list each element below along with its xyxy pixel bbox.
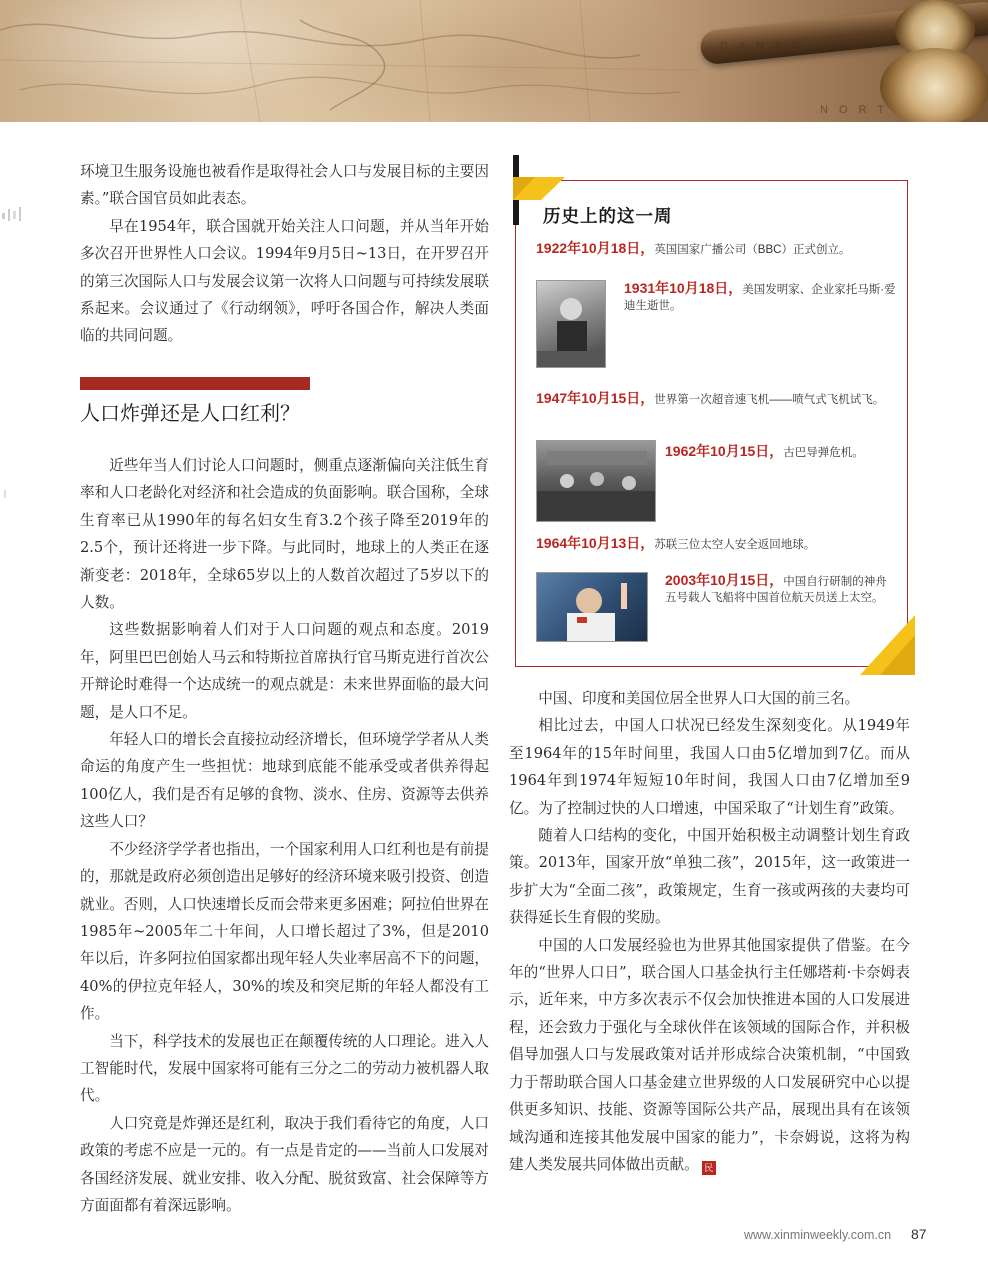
paragraph: 年轻人口的增长会直接拉动经济增长，但环境学学者从人类命运的角度产生一些担忧：地球到底能不能承受或者供养得起100亿人，我们是否有足够的食物、淡水、住房、资源等去供养这些人口？ [80,731,489,831]
paragraph [509,932,910,1179]
paragraph-text: 中国的人口发展经验也为世界其他国家提供了借鉴。在今年的“世界人口日”，联合国人口基金执行主任娜塔莉·卡奈姆表示，近年来，中方多次表示不仅会加快推进本国的人口发展进程，还会致力于强化与全球伙伴在该领域的国际合作，并积极倡导加强人口与发展政策对话并形成综合决策机制，“中国致力于帮助联合国人口基金建立世界级的人口发展研究中心以提供更多知识、技能、资源等国际公共产品，展现出具有在该领域沟通和连接其他发展中国家的能力”，卡奈姆说，这将为构建人类发展共同体做出贡献。 [509,936,910,1173]
event-text: 中国自行研制的神舟五号载人飞船将中国首位航天员送上太空。 [665,576,887,604]
event-text: 世界第一次超音速飞机——喷气式飞机试飞。 [654,394,885,406]
event-text: 英国国家广播公司（BBC）正式创立。 [654,244,851,256]
history-event [536,535,896,553]
event-date: 1962年10月15日， [665,443,784,459]
history-event [536,240,902,258]
event-date: 1947年10月15日， [536,390,655,406]
right-text-block [509,685,910,1178]
edison-photo [536,280,606,368]
history-event [665,443,897,461]
event-text: 美国发明家、企业家托马斯·爱迪生逝世。 [624,284,896,312]
header-banner-image [0,0,988,122]
history-event [536,390,896,408]
end-of-article-mark: 民 [702,1161,716,1175]
event-text: 古巴导弹危机。 [783,447,864,459]
history-event [665,572,889,606]
paragraph: 不少经济学学者也指出，一个国家利用人口红利也是有前提的，那就是政府必须创造出足够好的经济环境来吸引投资、创造就业。否则，人口快速增长反而会带来更多困难；阿拉伯世界在1985年~2005年二十年间，人口增长超过了3%，但是2010年以后，许多阿拉伯国家都出现年轻人失业率居高不下的问题，40%的伊拉克年轻人，30%的埃及和突尼斯的年轻人都没有工作。 [80,840,489,1023]
cuban-crisis-photo [536,440,656,522]
event-date: 1931年10月18日， [624,280,743,296]
paragraph: 人口究竟是炸弹还是红利，取决于我们看待它的角度，人口政策的考虑不应是一元的。有一点是肯定的——当前人口发展对各国经济发展、就业安排、收入分配、脱贫致富、社会保障等方方面面都有着深远影响。 [80,1114,489,1214]
astronaut-photo [536,572,648,642]
page-number: 87 [911,1226,927,1242]
event-text: 苏联三位太空人安全返回地球。 [654,539,816,551]
paragraph: 环境卫生服务设施也被看作是取得社会人口与发展目标的主要因素。”联合国官员如此表态。 [80,163,489,208]
paragraph: 中国、印度和美国位居全世界人口大国的前三名。 [538,690,860,707]
footer-url: www.xinminweekly.com.cn [744,1228,892,1242]
paragraph: 随着人口结构的变化，中国开始积极主动调整计划生育政策。2013年，国家开放“单独二孩”，2015年，这一政策进一步扩大为“全面二孩”，政策规定，生育一孩或两孩的夫妻均可获得延长生育假的奖励。 [509,827,910,927]
sidebar-title: 历史上的这一周 [543,206,673,226]
section-text-block [80,452,489,1219]
section-divider-bar [80,377,310,390]
corner-decoration [860,615,915,675]
intro-text-block [80,158,489,350]
event-date: 1922年10月18日， [536,240,655,256]
paragraph: 早在1954年，联合国就开始关注人口问题，并从当年开始多次召开世界性人口会议。1994年9月5日~13日，在开罗召开的第三次国际人口与发展会议第一次将人口问题与可持续发展联系起来。会议通过了《行动纲领》，呼吁各国合作，解决人类面临的共同问题。 [80,217,489,345]
banner-map-label: C A N A D [720,40,805,52]
margin-decoration [0,205,30,505]
paragraph: 当下，科学技术的发展也正在颠覆传统的人口理论。进入人工智能时代，发展中国家将可能有三分之二的劳动力被机器人取代。 [80,1032,489,1105]
section-heading: 人口炸弹还是人口红利？ [80,401,300,425]
compass-icon [880,48,988,122]
event-date: 1964年10月13日， [536,535,655,551]
history-event [624,280,896,314]
paragraph: 相比过去，中国人口状况已经发生深刻变化。从1949年至1964年的15年时间里，我国人口由5亿增加到7亿。而从1964年到1974年短短10年时间，我国人口由7亿增加至9亿。为了控制过快的人口增速，中国采取了“计划生育”政策。 [509,717,910,817]
banner-map-label: N O R T [820,104,889,116]
paragraph: 近些年当人们讨论人口问题时，侧重点逐渐偏向关注低生育率和人口老龄化对经济和社会造成的负面影响。联合国称，全球生育率已从1990年的每名妇女生育3.2个孩子降至2019年的2.5个，预计还将进一步下降。与此同时，地球上的人类正在逐渐变老：2018年，全球65岁以上的人数首次超过了5岁以下的人数。 [80,457,489,612]
paragraph: 这些数据影响着人们对于人口问题的观点和态度。2019年，阿里巴巴创始人马云和特斯拉首席执行官马斯克进行首次公开辩论时难得一个达成统一的观点就是：未来世界面临的最大问题，是人口不足。 [80,621,489,721]
event-date: 2003年10月15日， [665,572,784,588]
